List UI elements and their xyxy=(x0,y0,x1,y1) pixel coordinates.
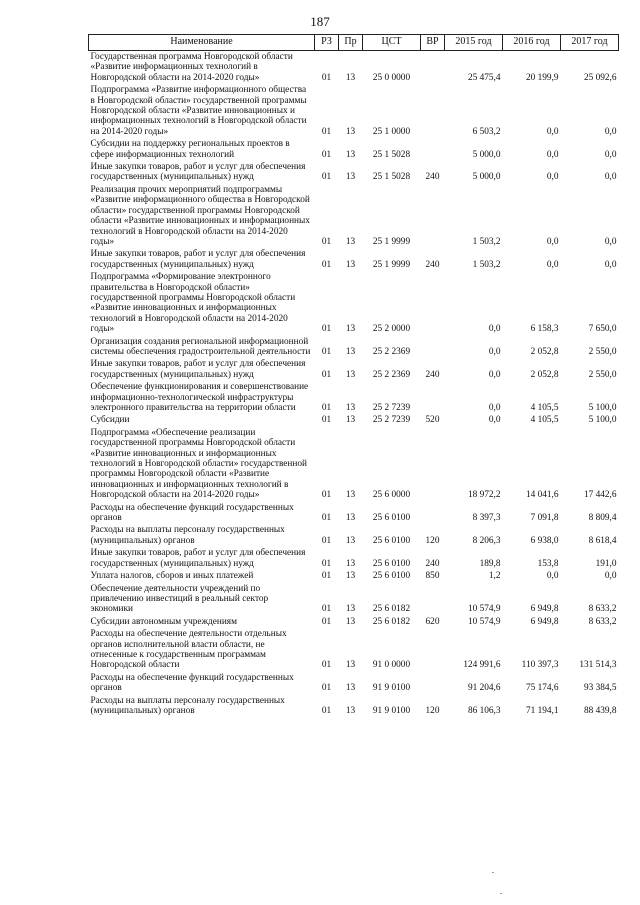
row-rz: 01 xyxy=(321,490,332,501)
row-value-2017: 8 618,4 xyxy=(588,535,617,546)
row-value-2016: 6 949,8 xyxy=(530,616,559,627)
row-name: Обеспечение функционирования и совершенствование информационно-технологической инфраструктуры электронного правительства на территории области xyxy=(90,382,309,413)
row-value-2015: 18 972,2 xyxy=(467,490,501,501)
row-cst: 25 6 0100 xyxy=(372,513,411,524)
table-row xyxy=(89,414,619,426)
row-pr: 13 xyxy=(345,415,356,426)
row-rz: 01 xyxy=(321,415,332,426)
header-vr: ВР xyxy=(421,35,445,51)
row-value-2015: 8 397,3 xyxy=(472,513,501,524)
row-value-2015: 91 204,6 xyxy=(467,683,501,694)
row-cst: 25 2 2369 xyxy=(372,369,411,380)
row-value-2017: 25 092,6 xyxy=(583,72,617,83)
row-name: Обеспечение деятельности учреждений по привлечению инвестиций в реальный сектор экономики xyxy=(90,583,269,615)
row-pr: 13 xyxy=(345,683,356,694)
row-vr xyxy=(421,583,445,616)
row-rz: 01 xyxy=(321,236,332,247)
row-cst: 25 6 0100 xyxy=(372,535,411,546)
row-vr xyxy=(421,51,445,85)
row-cst: 25 2 7239 xyxy=(372,415,411,426)
row-pr: 13 xyxy=(345,236,356,247)
row-value-2017: 93 384,5 xyxy=(583,683,617,694)
row-cst: 25 2 7239 xyxy=(372,403,411,413)
row-name: Подпрограмма «Развитие информационного общества в Новгородской области» государственной программы Новгородской области «Развитие инновационных и информационных технологий в Новгородской области на 2014-2020 годы» xyxy=(90,85,307,137)
row-value-2015: 8 206,3 xyxy=(472,535,501,546)
row-value-2016: 6 938,0 xyxy=(530,535,559,546)
row-cst: 25 1 0000 xyxy=(372,126,411,137)
row-rz: 01 xyxy=(321,149,332,160)
row-cst: 25 6 0000 xyxy=(372,490,411,501)
table-row xyxy=(89,358,619,381)
row-cst: 25 1 9999 xyxy=(372,259,411,270)
row-vr: 120 xyxy=(425,705,440,716)
budget-table xyxy=(88,34,619,717)
header-2016: 2016 год xyxy=(503,35,561,51)
row-name: Государственная программа Новгородской области «Развитие информационных технологий в Новгородской области на 2014-2020 годы» xyxy=(90,52,293,83)
row-pr: 13 xyxy=(345,616,356,627)
row-value-2015: 1 503,2 xyxy=(472,259,501,270)
row-pr: 13 xyxy=(345,513,356,524)
row-value-2017: 8 633,2 xyxy=(588,616,617,627)
row-value-2015: 10 574,9 xyxy=(467,616,501,627)
table-row xyxy=(89,381,619,414)
row-value-2016: 0,0 xyxy=(546,172,559,183)
row-value-2017: 2 550,0 xyxy=(588,346,617,357)
row-pr: 13 xyxy=(345,369,356,380)
table-header-row xyxy=(89,35,619,51)
row-pr: 13 xyxy=(345,126,356,137)
row-name: Иные закупки товаров, работ и услуг для обеспечения государственных (муниципальных) нужд xyxy=(90,359,306,380)
row-vr: 620 xyxy=(425,616,440,627)
row-value-2016: 7 091,8 xyxy=(530,513,559,524)
row-vr: 850 xyxy=(425,571,440,582)
row-rz: 01 xyxy=(321,571,332,582)
table-row xyxy=(89,524,619,547)
row-vr xyxy=(421,628,445,672)
row-vr: 520 xyxy=(425,415,440,426)
table-row xyxy=(89,84,619,138)
row-name: Субсидии xyxy=(90,415,130,426)
row-name: Иные закупки товаров, работ и услуг для обеспечения государственных (муниципальных) нужд xyxy=(90,162,306,183)
row-pr: 13 xyxy=(345,660,356,671)
row-value-2017: 0,0 xyxy=(604,236,617,247)
table-row xyxy=(89,583,619,616)
row-pr: 13 xyxy=(345,571,356,582)
row-value-2016: 6 949,8 xyxy=(530,604,559,615)
row-value-2015: 1,2 xyxy=(488,571,501,582)
row-cst: 91 9 0100 xyxy=(372,705,411,716)
row-name: Расходы на выплаты персоналу государственных (муниципальных) органов xyxy=(90,695,285,716)
row-value-2015: 6 503,2 xyxy=(472,126,501,137)
header-cst: ЦСТ xyxy=(363,35,421,51)
row-value-2016: 4 105,5 xyxy=(530,415,559,426)
row-cst: 25 1 5028 xyxy=(372,149,411,160)
row-value-2016: 2 052,8 xyxy=(530,346,559,357)
row-value-2017: 0,0 xyxy=(604,149,617,160)
row-name: Расходы на обеспечение функций государственных органов xyxy=(90,502,294,524)
row-cst: 91 9 0100 xyxy=(372,683,411,694)
row-rz: 01 xyxy=(321,172,332,183)
row-pr: 13 xyxy=(345,259,356,270)
row-value-2017: 0,0 xyxy=(604,126,617,137)
row-value-2015: 10 574,9 xyxy=(467,604,501,615)
row-vr: 240 xyxy=(425,558,440,569)
row-name: Расходы на обеспечение деятельности отдельных органов исполнительной власти области, не отнесенные к государственным программам Новгородской области xyxy=(90,629,287,671)
row-pr: 13 xyxy=(345,604,356,615)
row-vr xyxy=(421,271,445,335)
row-pr: 13 xyxy=(345,705,356,716)
row-rz: 01 xyxy=(321,535,332,546)
row-vr: 240 xyxy=(425,172,440,183)
row-value-2015: 1 503,2 xyxy=(472,236,501,247)
row-value-2016: 6 158,3 xyxy=(530,324,559,335)
row-pr: 13 xyxy=(345,535,356,546)
table-row xyxy=(89,248,619,271)
row-cst: 25 2 2369 xyxy=(372,346,411,357)
row-pr: 13 xyxy=(345,172,356,183)
table-row xyxy=(89,570,619,582)
page-number: 187 xyxy=(310,14,330,29)
row-value-2016: 4 105,5 xyxy=(530,403,559,413)
table-row xyxy=(89,271,619,335)
row-cst: 25 6 0100 xyxy=(372,558,411,569)
row-name: Подпрограмма «Обеспечение реализации государственной программы Новгородской области «Развитие инновационных и информационных технологий в Новгородской области» государственной программы Новгородской области «Развитие инновационных и информационных технологий в Новгородской области на 2014-2020 годы» xyxy=(90,427,307,501)
row-value-2016: 0,0 xyxy=(546,149,559,160)
row-value-2017: 8 633,2 xyxy=(588,604,617,615)
row-rz: 01 xyxy=(321,72,332,83)
row-value-2017: 88 439,8 xyxy=(583,705,617,716)
row-rz: 01 xyxy=(321,126,332,137)
row-pr: 13 xyxy=(345,149,356,160)
row-name: Уплата налогов, сборов и иных платежей xyxy=(90,571,254,582)
header-2017: 2017 год xyxy=(561,35,619,51)
row-vr xyxy=(421,672,445,695)
row-value-2015: 0,0 xyxy=(488,369,501,380)
table-row xyxy=(89,695,619,718)
row-cst: 25 1 5028 xyxy=(372,172,411,183)
table-row xyxy=(89,628,619,672)
row-value-2015: 0,0 xyxy=(488,346,501,357)
row-vr xyxy=(421,84,445,138)
row-cst: 25 1 9999 xyxy=(372,236,411,247)
table-row xyxy=(89,672,619,695)
row-value-2015: 0,0 xyxy=(488,324,501,335)
row-cst: 25 0 0000 xyxy=(372,72,411,83)
row-value-2016: 110 397,3 xyxy=(521,660,559,671)
row-vr xyxy=(421,336,445,359)
row-value-2016: 0,0 xyxy=(546,126,559,137)
row-vr: 240 xyxy=(425,369,440,380)
row-cst: 25 6 0100 xyxy=(372,571,411,582)
row-value-2015: 0,0 xyxy=(488,415,501,426)
row-value-2016: 0,0 xyxy=(546,571,559,582)
row-value-2015: 124 991,6 xyxy=(463,660,501,671)
row-value-2017: 2 550,0 xyxy=(588,369,617,380)
row-value-2017: 5 100,0 xyxy=(588,403,617,413)
row-cst: 25 6 0182 xyxy=(372,616,411,627)
row-value-2015: 5 000,0 xyxy=(472,149,501,160)
row-cst: 25 6 0182 xyxy=(372,604,411,615)
row-pr: 13 xyxy=(345,490,356,501)
row-value-2017: 0,0 xyxy=(604,259,617,270)
row-value-2016: 71 194,1 xyxy=(525,705,559,716)
row-name: Расходы на выплаты персоналу государственных (муниципальных) органов xyxy=(90,525,285,546)
row-rz: 01 xyxy=(321,683,332,694)
table-body xyxy=(89,51,619,718)
row-vr xyxy=(421,502,445,525)
header-2015: 2015 год xyxy=(445,35,503,51)
table-row xyxy=(89,547,619,570)
table-row xyxy=(89,51,619,85)
row-value-2015: 86 106,3 xyxy=(467,705,501,716)
row-value-2015: 189,8 xyxy=(479,558,501,569)
row-value-2017: 5 100,0 xyxy=(588,415,617,426)
row-value-2016: 20 199,9 xyxy=(525,72,559,83)
row-rz: 01 xyxy=(321,403,332,413)
row-pr: 13 xyxy=(345,324,356,335)
row-value-2017: 17 442,6 xyxy=(583,490,617,501)
row-value-2015: 25 475,4 xyxy=(467,72,501,83)
table-row xyxy=(89,336,619,359)
row-name: Организация создания региональной информационной системы обеспечения градостроительной деятельности xyxy=(90,336,311,357)
row-value-2016: 0,0 xyxy=(546,236,559,247)
row-value-2016: 14 041,6 xyxy=(525,490,559,501)
row-value-2017: 0,0 xyxy=(604,172,617,183)
row-vr xyxy=(421,427,445,502)
row-value-2016: 2 052,8 xyxy=(530,369,559,380)
row-cst: 25 2 0000 xyxy=(372,324,411,335)
row-value-2015: 0,0 xyxy=(488,403,501,413)
table-row xyxy=(89,502,619,525)
row-pr: 13 xyxy=(345,72,356,83)
row-vr: 120 xyxy=(425,535,440,546)
row-value-2017: 131 514,3 xyxy=(579,660,617,671)
row-rz: 01 xyxy=(321,369,332,380)
row-rz: 01 xyxy=(321,616,332,627)
scan-artifact xyxy=(492,872,494,873)
table-row xyxy=(89,138,619,161)
row-rz: 01 xyxy=(321,513,332,524)
scan-artifact xyxy=(500,893,502,894)
header-rz: РЗ xyxy=(315,35,339,51)
row-pr: 13 xyxy=(345,403,356,413)
row-value-2017: 191,0 xyxy=(595,558,617,569)
row-name: Иные закупки товаров, работ и услуг для обеспечения государственных (муниципальных) нужд xyxy=(90,249,306,270)
table-row xyxy=(89,427,619,502)
row-value-2016: 75 174,6 xyxy=(525,683,559,694)
row-name: Субсидии автономным учреждениям xyxy=(90,616,237,627)
row-value-2015: 5 000,0 xyxy=(472,172,501,183)
row-pr: 13 xyxy=(345,558,356,569)
row-rz: 01 xyxy=(321,660,332,671)
row-vr xyxy=(421,138,445,161)
row-value-2017: 0,0 xyxy=(604,571,617,582)
row-vr: 240 xyxy=(425,259,440,270)
row-rz: 01 xyxy=(321,604,332,615)
row-value-2017: 7 650,0 xyxy=(588,324,617,335)
row-vr xyxy=(421,381,445,414)
row-name: Иные закупки товаров, работ и услуг для обеспечения государственных (муниципальных) нужд xyxy=(90,548,306,569)
row-name: Расходы на обеспечение функций государственных органов xyxy=(90,672,294,694)
row-cst: 91 0 0000 xyxy=(372,660,411,671)
row-rz: 01 xyxy=(321,259,332,270)
row-value-2016: 0,0 xyxy=(546,259,559,270)
row-value-2016: 153,8 xyxy=(537,558,559,569)
row-name: Реализация прочих мероприятий подпрограммы «Развитие информационного общества в Новгородской области» государственной программы Новгородской области «Развитие инновационных и информационных технологий в Новгородской области на 2014-2020 годы» xyxy=(90,184,310,247)
row-name: Подпрограмма «Формирование электронного правительства в Новгородской области» государственной программы Новгородской области «Развитие инновационных и информационных технологий в Новгородской области на 2014-2020 годы» xyxy=(90,272,296,335)
row-rz: 01 xyxy=(321,346,332,357)
table-row xyxy=(89,161,619,184)
row-rz: 01 xyxy=(321,705,332,716)
row-pr: 13 xyxy=(345,346,356,357)
table-row xyxy=(89,616,619,628)
row-vr xyxy=(421,184,445,248)
header-name: Наименование xyxy=(89,35,315,51)
header-pr: Пр xyxy=(339,35,363,51)
row-rz: 01 xyxy=(321,324,332,335)
row-value-2017: 8 809,4 xyxy=(588,513,617,524)
table-row xyxy=(89,184,619,248)
row-rz: 01 xyxy=(321,558,332,569)
row-name: Субсидии на поддержку региональных проектов в сфере информационных технологий xyxy=(90,139,290,160)
